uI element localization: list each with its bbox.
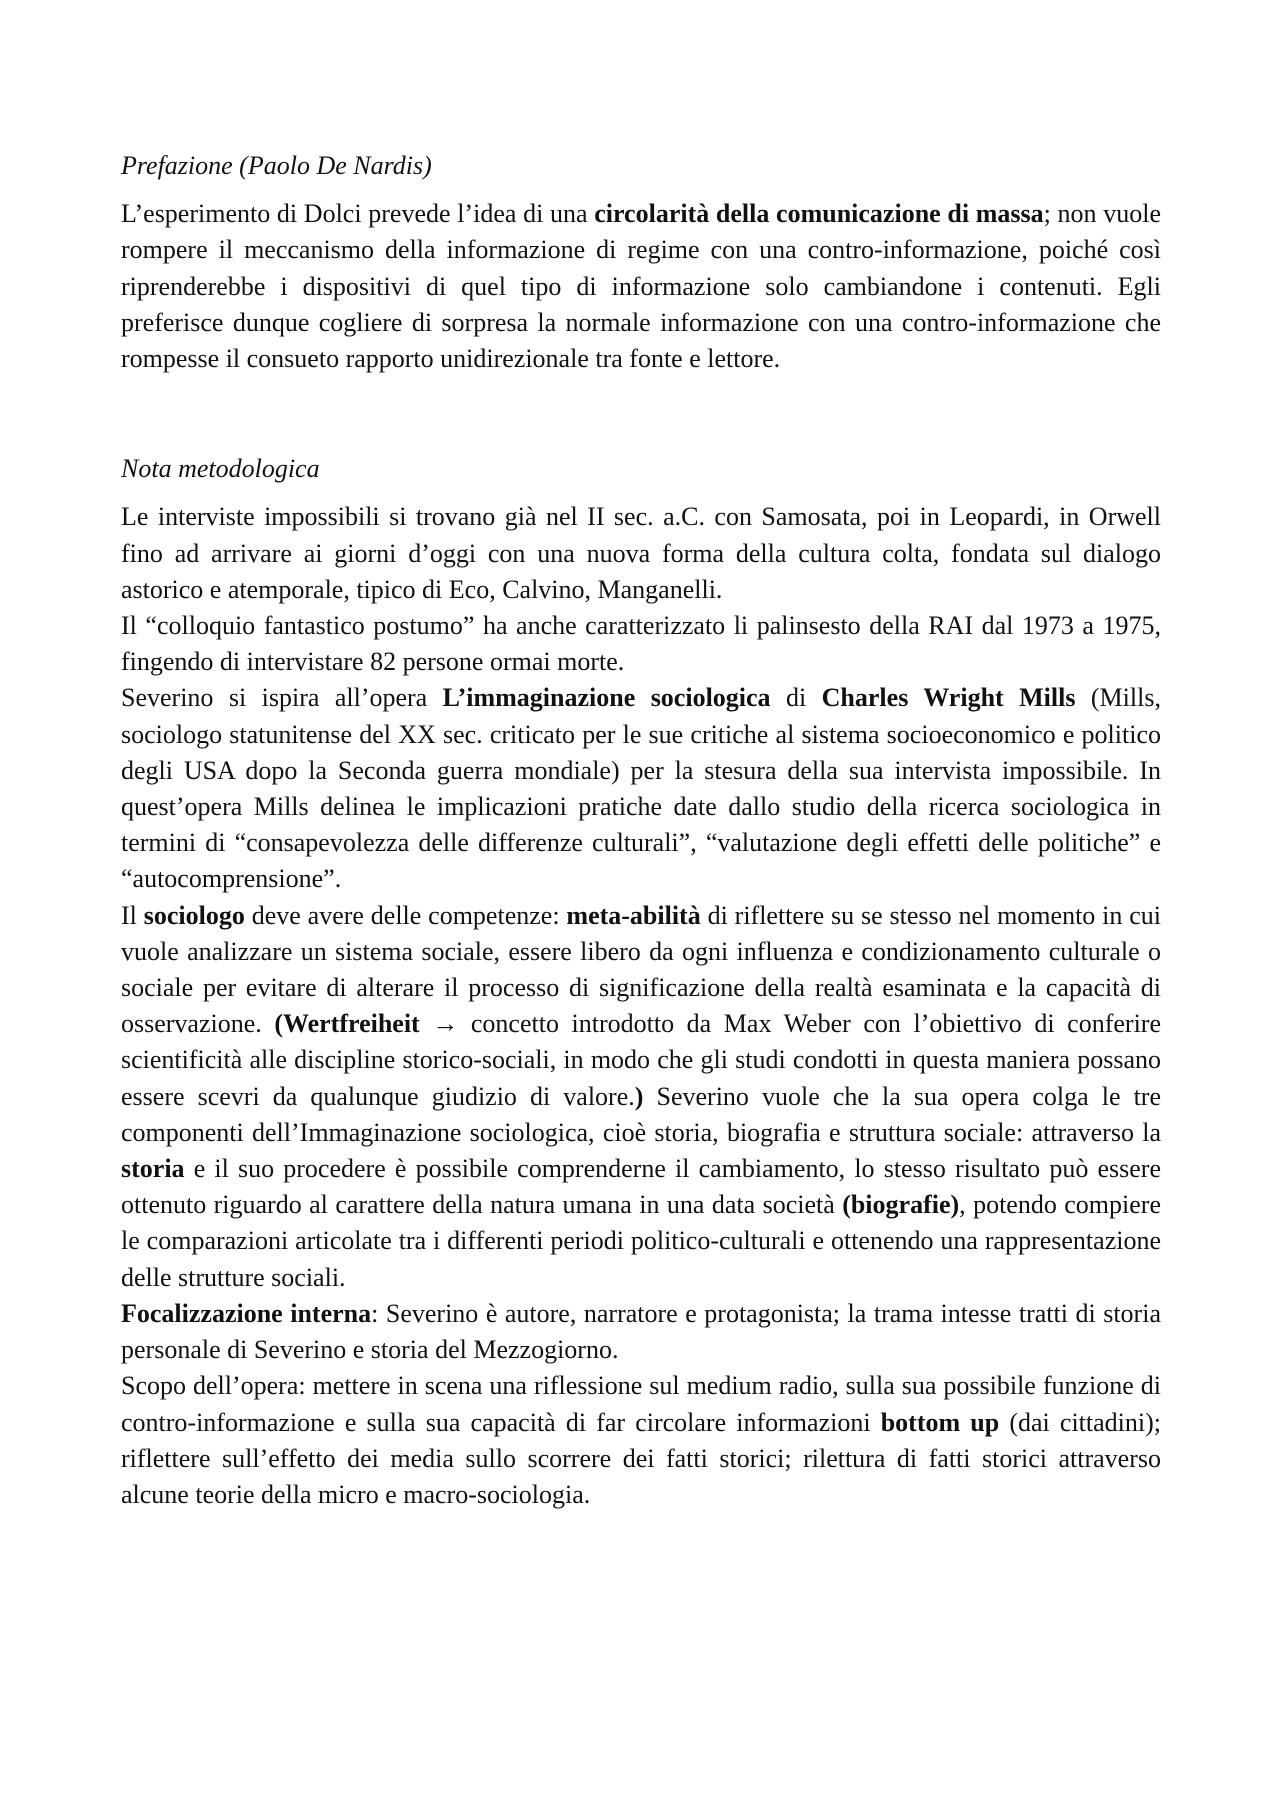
paragraph xyxy=(121,608,1161,680)
text-run: Severino vuole che la sua opera colga le tre componenti dell’Immaginazione sociologica, cioè storia, biografia e struttura sociale: attraverso la xyxy=(121,1081,1161,1147)
text-run: Il xyxy=(121,900,144,930)
bold-text-run: (biografie) xyxy=(842,1190,960,1220)
bold-text-run: sociologo xyxy=(143,900,245,930)
text-run: , potendo compiere le comparazioni articolate tra i differenti periodi politico-culturali e ottenendo una rappresentazione delle strutture sociali. xyxy=(121,1190,1161,1292)
text-run: e il suo procedere è possibile comprenderne il cambiamento, lo stesso risultato può essere ottenuto riguardo al carattere della natura umana in una data società xyxy=(121,1154,1161,1220)
bold-text-run: Focalizzazione interna xyxy=(121,1298,372,1328)
text-run: (dai cittadini); riflettere sull’effetto dei media sullo scorrere dei fatti storici; rilettura di fatti storici attraverso alcune teorie della micro e macro-sociologia. xyxy=(121,1407,1161,1509)
section-heading-nota-metodologica: Nota metodologica xyxy=(121,454,320,484)
text-run: : Severino è autore, narratore e protagonista; la trama intesse tratti di storia personale di Severino e storia del Mezzogiorno. xyxy=(121,1298,1161,1365)
section-heading-prefazione: Prefazione (Paolo De Nardis) xyxy=(121,151,432,180)
text-run: Le interviste impossibili si trovano già nel II sec. a.C. con Samosata, poi in Leopardi, in Orwell fino ad arrivare ai giorni d’oggi con una nuova forma della cultura colta, fondata sul dialogo astorico e atemporale, tipico di Eco, Calvino, Manganelli. xyxy=(121,502,1161,604)
text-run: ; non vuole rompere il meccanismo della informazione di regime con una contro-informazione, poiché così riprenderebbe i dispositivi di quel tipo di informazione solo cambiandone i contenuti. Egli preferisce dunque cogliere di sorpresa la normale informazione con una contro-informazione che rompesse il consueto rapporto unidirezionale tra fonte e lettore. xyxy=(121,199,1161,374)
text-run: Il “colloquio fantastico postumo” ha anche caratterizzato li palinsesto della RAI dal 1973 a 1975, fingendo di intervistare 82 persone ormai morte. xyxy=(121,611,1161,677)
text-run: L’esperimento di Dolci prevede l’idea di una xyxy=(121,199,595,229)
paragraph xyxy=(121,196,1161,377)
bold-text-run: ) xyxy=(634,1081,644,1111)
bold-text-run: circolarità della comunicazione di massa xyxy=(594,199,1044,229)
text-run: di riflettere su se stesso nel momento in cui vuole analizzare un sistema sociale, essere libero da ogni influenza e condizionamento culturale o sociale per evitare di alterare il processo di significazione della realtà esaminata e la capacità di osservazione. xyxy=(121,900,1161,1039)
text-run: concetto introdotto da Max Weber con l’obiettivo di conferire scientificità alle discipline storico-sociali, in modo che gli studi condotti in questa maniera possano essere scevri da qualunque giudizio di valore. xyxy=(121,1009,1161,1111)
text-run: (Mills, sociologo statunitense del XX sec. criticato per le sue critiche al sistema socioeconomico e politico degli USA dopo la Seconda guerra mondiale) per la stesura della sua intervista impossibile. In quest’opera Mills delinea le implicazioni pratiche date dallo studio della ricerca sociologica in termini di “consapevolezza delle differenze culturali”, “valutazione degli effetti delle politiche” e “autocomprensione”. xyxy=(121,683,1161,894)
paragraph xyxy=(121,680,1161,897)
bold-text-run: storia xyxy=(121,1154,185,1184)
paragraph xyxy=(121,1296,1161,1368)
text-run: di xyxy=(770,683,822,713)
bold-text-run: bottom up xyxy=(880,1407,1000,1437)
text-run: Scopo dell’opera: mettere in scena una riflessione sul medium radio, sulla sua possibile funzione di contro-informazione e sulla sua capacità di far circolare informazioni xyxy=(121,1371,1161,1437)
text-run: deve avere delle competenze: xyxy=(244,900,567,930)
bold-text-run: meta-abilità xyxy=(566,900,701,930)
paragraph xyxy=(121,1368,1161,1513)
text-run: Severino si ispira all’opera xyxy=(121,683,443,713)
document-page xyxy=(121,148,1161,1513)
paragraph xyxy=(121,499,1161,608)
bold-text-run: Charles Wright Mills xyxy=(821,683,1076,713)
bold-text-run: L’immaginazione sociologica xyxy=(442,683,771,713)
bold-text-run: (Wertfreiheit → xyxy=(274,1009,459,1039)
paragraph xyxy=(121,898,1161,1296)
